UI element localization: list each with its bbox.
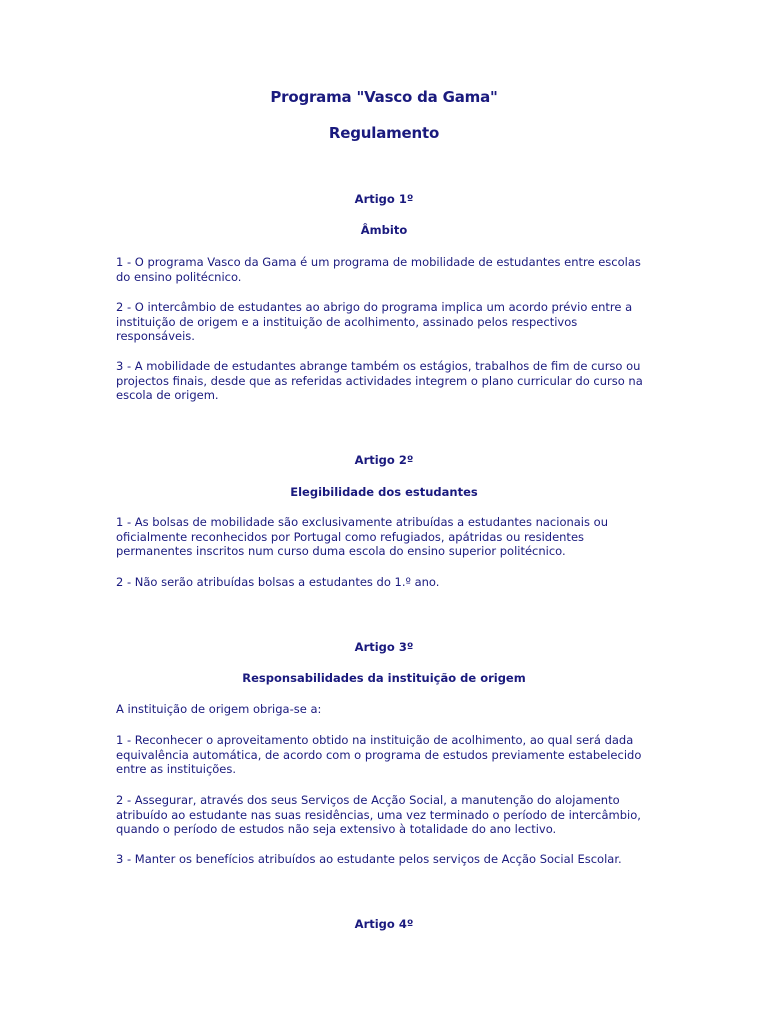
article-2-heading: Elegibilidade dos estudantes — [290, 485, 478, 499]
article-1-paragraph-3: 3 - A mobilidade de estudantes abrange também os estágios, trabalhos de fim de curso ou projectos finais, desde que as referidas actividades integrem o plano curricular do curso na escola de origem. — [116, 359, 643, 402]
article-3-paragraph-2: 2 - Assegurar, através dos seus Serviços de Acção Social, a manutenção do alojamento atribuído ao estudante nas suas residências, uma vez terminado o período de intercâmbio, quando o período de estudos não seja extensivo à totalidade do ano lectivo. — [116, 793, 641, 836]
article-3-heading: Responsabilidades da instituição de origem — [242, 671, 526, 685]
article-2-paragraph-1: 1 - As bolsas de mobilidade são exclusivamente atribuídas a estudantes nacionais ou oficialmente reconhecidos por Portugal como refugiados, apátridas ou residentes permanentes inscritos num curso duma escola do ensino superior politécnico. — [116, 515, 608, 558]
article-3-paragraph-1: 1 - Reconhecer o aproveitamento obtido na instituição de acolhimento, ao qual será dada equivalência automática, de acordo com o programa de estudos previamente estabelecido entre as instituições. — [116, 733, 642, 776]
article-3-intro: A instituição de origem obriga-se a: — [116, 702, 322, 716]
document-subtitle: Regulamento — [328, 124, 440, 142]
article-4-label: Artigo 4º — [354, 917, 414, 931]
article-3-label: Artigo 3º — [354, 640, 414, 654]
article-1-heading: Âmbito — [360, 223, 408, 237]
document-title: Programa "Vasco da Gama" — [270, 88, 498, 106]
article-1-label: Artigo 1º — [354, 192, 414, 206]
article-1-paragraph-1: 1 - O programa Vasco da Gama é um programa de mobilidade de estudantes entre escolas do ensino politécnico. — [116, 255, 641, 284]
article-2-paragraph-2: 2 - Não serão atribuídas bolsas a estudantes do 1.º ano. — [116, 575, 440, 589]
article-3-paragraph-3: 3 - Manter os benefícios atribuídos ao estudante pelos serviços de Acção Social Escolar. — [116, 852, 622, 866]
article-2-label: Artigo 2º — [354, 453, 414, 467]
article-1-paragraph-2: 2 - O intercâmbio de estudantes ao abrigo do programa implica um acordo prévio entre a instituição de origem e a instituição de acolhimento, assinado pelos respectivos responsáveis. — [116, 300, 633, 343]
